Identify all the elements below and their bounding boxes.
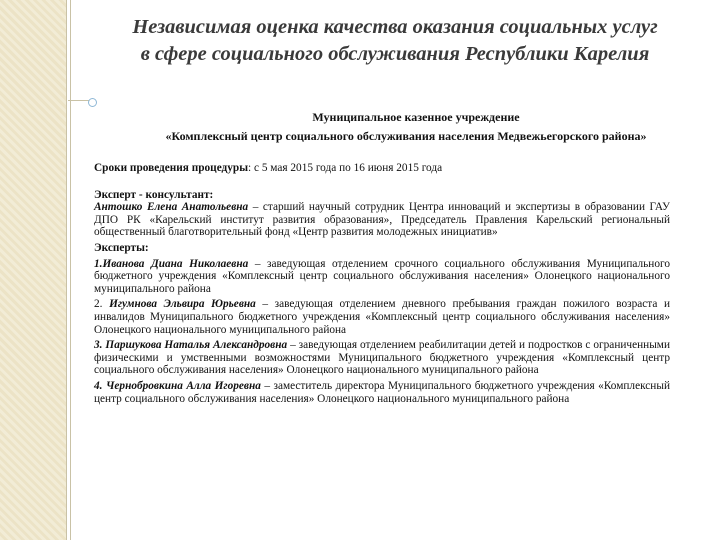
expert-description: – заведующая отделением срочного социального обслуживания Муниципального бюджетного учреждения «Комплексный центр социального обслуживания населения» Олонецкого национального муниципального района [94,257,670,295]
expert-consultant-name: Антошко Елена Анатольевна [94,201,249,214]
organization-heading [96,108,716,146]
organization-line-1: Муниципальное казенное учреждение [312,110,520,124]
expert-consultant-entry [94,201,670,239]
sidebar-border-line [66,0,67,540]
organization-line-2: «Комплексный центр социального обслуживания населения Медвежьегорского района» [165,129,647,143]
slide-title [70,14,720,68]
expert-number: 1. [94,257,103,270]
expert-consultant-heading: Эксперт - консультант: [94,188,214,201]
expert-name: Игумнова Эльвира Юрьевна [109,298,256,311]
expert-description: – заведующая отделением реабилитации детей и подростков с ограниченными физическими и умственными возможностями Муниципального бюджетного учреждения «Комплексный центр социального обслуживания населения» Олонецкого национального муниципального района [94,339,670,377]
expert-entry [94,339,670,377]
expert-entry [94,258,670,296]
terms-label: Сроки проведения процедуры [94,162,249,174]
title-line-1: Независимая оценка качества оказания социальных услуг [132,16,658,38]
decorative-circle [88,98,97,107]
expert-entry [94,380,670,405]
expert-description: – заведующая отделением дневного пребывания граждан пожилого возраста и инвалидов Муниципального бюджетного учреждения «Комплексный центр социального обслуживания населения» Олонецкого национального муниципального района [94,298,671,336]
expert-description: – заместитель директора Муниципального бюджетного учреждения «Комплексный центр социального обслуживания населения» Олонецкого национального муниципального района [94,379,670,405]
title-line-2: в сфере социального обслуживания Республики Карелия [140,43,650,65]
procedure-terms [94,162,670,175]
expert-number: 3. [94,339,106,352]
experts-heading: Эксперты: [94,241,149,254]
expert-number: 2. [94,298,110,311]
slide-content [94,162,670,405]
expert-number: 4. [94,379,106,392]
expert-name: Чернобровкина Алла Игоревна [105,379,261,392]
sidebar-border-line-inner [70,0,71,540]
expert-name: Иванова Диана Николаевна [102,257,249,270]
terms-value: : с 5 мая 2015 года по 16 июня 2015 года [248,162,443,174]
expert-name: Паршукова Наталья Александровна [105,339,288,352]
expert-consultant-description: – старший научный сотрудник Центра инноваций и экспертизы в образовании ГАУ ДПО РК «Карельский институт развития образования», Председатель Правления Карельский региональный общественный благотворительный фонд «Центр развития молодежных инициатив» [94,201,670,239]
decorative-sidebar [0,0,66,540]
expert-entry [94,298,670,336]
